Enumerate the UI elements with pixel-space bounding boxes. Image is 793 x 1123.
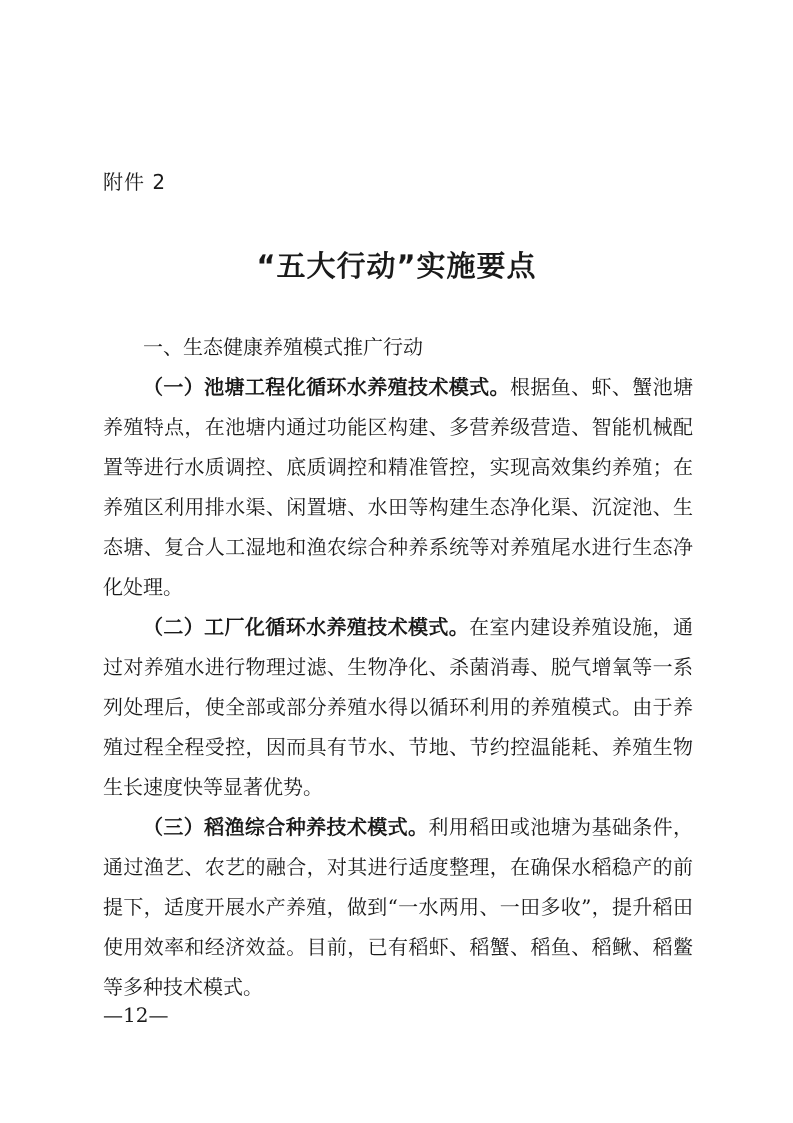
paragraph-factory-recirculating [103,607,693,807]
paragraph-lead: （一）池塘工程化循环水养殖技术模式。 [143,375,510,399]
document-title: “五大行动”实施要点 [256,249,537,283]
section-heading: 一、生态健康养殖模式推广行动 [143,335,423,359]
paragraph-lead: （三）稻渔综合种养技术模式。 [143,815,429,839]
paragraph-lead: （二）工厂化循环水养殖技术模式。 [143,615,470,639]
paragraph-rice-fish [103,807,693,1007]
paragraph-text: 利用稻田或池塘为基础条件，通过渔艺、农艺的融合，对其进行适度整理，在确保水稻稳产的前提下，适度开展水产养殖，做到“一水两用、一田多收”，提升稻田使用效率和经济效益。目前，已有稻虾、稻蟹、稻鱼、稻鳅、稻鳖等多种技术模式。 [103,815,694,999]
paragraph-pond-recirculating [103,367,693,607]
attachment-label: 附件 2 [103,170,167,194]
paragraph-text: 根据鱼、虾、蟹池塘养殖特点，在池塘内通过功能区构建、多营养级营造、智能机械配置等进行水质调控、底质调控和精准管控，实现高效集约养殖；在养殖区利用排水渠、闲置塘、水田等构建生态净化渠、沉淀池、生态塘、复合人工湿地和渔农综合种养系统等对养殖尾水进行生态净化处理。 [103,375,694,599]
paragraph-text: 在室内建设养殖设施，通过对养殖水进行物理过滤、生物净化、杀菌消毒、脱气增氧等一系列处理后，使全部或部分养殖水得以循环利用的养殖模式。由于养殖过程全程受控，因而具有节水、节地、节约控温能耗、养殖生物生长速度快等显著优势。 [103,615,694,799]
document-body [103,327,693,1007]
page-number: —12— [103,1003,169,1027]
